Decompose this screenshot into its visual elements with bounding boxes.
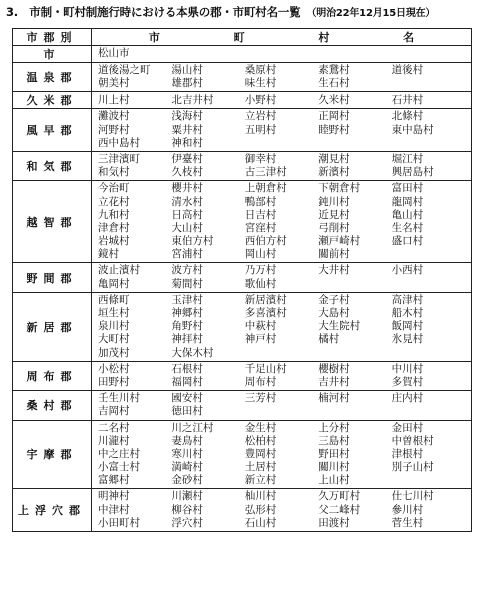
municipality-name: 杣川村 [244,490,277,503]
municipality-name: 湯山村 [171,64,203,76]
municipality-line [98,264,465,277]
municipality-name: 道後湯之町 [98,64,151,76]
municipality-name: 下朝倉村 [318,182,361,195]
municipality-name: 壬生川村 [98,392,140,405]
municipality-line [98,504,465,517]
municipality-name: 土居村 [244,461,277,474]
municipality-name: 玉津村 [171,293,203,306]
municipality-name: 波方村 [171,264,203,277]
municipality-name: 大町村 [98,333,130,346]
municipality-list [92,92,472,109]
municipality-name: 生石村 [318,77,350,90]
municipality-line [98,94,465,107]
municipality-line [98,448,465,461]
municipality-line [98,235,465,248]
municipality-name: 川上村 [98,93,130,106]
district-column-header: 市郡別 [13,29,92,46]
municipality-name: 亀岡村 [98,277,130,290]
table-row [13,292,472,361]
municipality-list [92,46,472,63]
municipality-name: 大島村 [318,307,350,319]
municipality-name: 櫻井村 [171,182,203,195]
municipality-list [92,63,472,92]
district-name: 越智郡 [13,181,92,263]
table-row [13,263,472,292]
municipality-name: 千足山村 [244,362,287,375]
municipality-name: 周布村 [244,375,277,388]
municipality-name: 中之庄村 [98,447,140,460]
table-row [13,420,472,489]
municipality-name: 川瀬村 [171,490,203,503]
municipality-name: 津根村 [391,447,424,460]
municipality-line [98,64,465,77]
municipality-name [392,405,465,418]
municipality-name: 仕七川村 [391,490,434,503]
municipality-name: 満崎村 [171,461,203,474]
municipality-name: 御幸村 [244,152,277,165]
municipality-name: 明神村 [98,490,130,503]
municipality-name: 久万町村 [318,490,361,503]
municipality-list [92,361,472,390]
municipality-name: 粟井村 [171,123,203,136]
municipality-line [98,333,465,346]
municipality-name: 加茂村 [98,346,130,359]
municipality-name: 九和村 [98,208,130,221]
municipality-name: 松山市 [98,47,130,60]
district-name: 温泉郡 [13,63,92,92]
municipality-name: 父二峰村 [318,503,361,516]
municipality-list [92,151,472,180]
table-row [13,46,472,63]
municipality-name: 北條村 [391,110,424,123]
municipality-name: 波止濱村 [98,264,140,277]
municipality-table [12,28,472,532]
municipality-column-header [92,29,472,46]
header-char: 市 [148,31,160,44]
municipality-name: 鈍川村 [318,195,350,208]
municipality-name: 鏡村 [98,248,119,261]
municipality-list [92,263,472,292]
municipality-line [98,124,465,137]
municipality-name: 日高村 [171,208,203,221]
municipality-name: 多賀村 [391,375,424,388]
municipality-name: 菊間村 [171,277,203,290]
municipality-name: 正岡村 [318,110,350,123]
page-title [6,4,435,20]
municipality-name: 野田村 [318,447,350,460]
municipality-line [98,320,465,333]
municipality-name: 小富士村 [98,461,140,474]
municipality-list [92,292,472,361]
municipality-name: 徳田村 [171,405,203,418]
table-row [13,63,472,92]
municipality-line [98,137,465,150]
municipality-name: 吉井村 [318,375,350,388]
municipality-name: 氷見村 [391,333,424,346]
municipality-name: 久枝村 [171,166,203,179]
municipality-name: 盛口村 [391,235,424,248]
municipality-name: 北吉井村 [171,93,214,106]
municipality-name: 岩城村 [98,235,130,248]
municipality-name: 睦野村 [318,123,350,136]
table-body [13,46,472,532]
municipality-name: 寒川村 [171,447,203,460]
table-row [13,92,472,109]
title-date: （明治22年12月15日現在） [306,8,436,19]
table-row [13,361,472,390]
municipality-name: 神拝村 [171,333,203,346]
table-row [13,489,472,532]
municipality-name: 石根村 [171,362,203,375]
municipality-name: 弘形村 [244,503,277,516]
municipality-line [98,110,465,123]
municipality-name: 小野村 [244,93,277,106]
municipality-name: 二名村 [98,421,130,434]
municipality-line [98,196,465,209]
municipality-name: 新立村 [244,474,277,487]
district-name: 野間郡 [13,263,92,292]
municipality-name: 久米村 [318,93,350,106]
municipality-name [318,405,391,418]
municipality-name: 朝美村 [98,77,130,90]
municipality-name [245,405,318,418]
municipality-name: 石山村 [244,516,277,529]
municipality-name: 橘村 [318,333,340,346]
district-name: 市 [13,46,92,63]
municipality-name: 石井村 [391,93,424,106]
municipality-name: 立花村 [98,195,130,208]
municipality-name: 上分村 [318,421,350,434]
municipality-name: 參川村 [391,503,424,516]
table-row [13,391,472,420]
municipality-name: 五明村 [244,123,277,136]
municipality-name: 東伯方村 [171,235,214,248]
municipality-line [98,182,465,195]
municipality-line [98,307,465,320]
district-name: 周布郡 [13,361,92,390]
municipality-line [98,77,465,90]
municipality-name: 西中島村 [98,136,140,149]
municipality-name: 津倉村 [98,221,130,234]
municipality-name: 關前村 [318,248,350,261]
municipality-name: 泉川村 [98,320,130,333]
municipality-name: 大山村 [171,221,203,234]
municipality-list [92,391,472,420]
municipality-name: 妻鳥村 [171,434,203,447]
municipality-name [392,278,465,291]
municipality-line [98,435,465,448]
municipality-name: 松柏村 [244,434,277,447]
municipality-name: 桑原村 [244,64,277,76]
municipality-name: 豊岡村 [244,447,277,460]
municipality-name: 新濱村 [318,166,350,179]
municipality-name: 堀江村 [391,152,424,165]
municipality-line [98,166,465,179]
municipality-name: 吉岡村 [98,405,130,418]
municipality-name: 西伯方村 [244,235,287,248]
municipality-name [245,347,318,360]
municipality-name: 大生院村 [318,320,361,333]
municipality-line [98,294,465,307]
municipality-name: 瀬戸崎村 [318,235,361,248]
district-name: 新居郡 [13,292,92,361]
municipality-name: 田渡村 [318,516,350,529]
municipality-name: 國安村 [171,392,203,405]
municipality-name: 大保木村 [171,346,214,359]
municipality-name: 川瀧村 [98,434,130,447]
municipality-name: 宮窪村 [244,221,277,234]
municipality-name: 浅海村 [171,110,203,123]
municipality-name: 清水村 [171,195,203,208]
municipality-name [392,248,465,261]
municipality-name: 神戸村 [244,333,277,346]
municipality-name: 乃万村 [244,264,277,277]
municipality-line [98,422,465,435]
municipality-name: 菅生村 [391,516,424,529]
municipality-name: 三芳村 [244,392,277,405]
municipality-line [98,392,465,405]
district-name: 風早郡 [13,109,92,152]
municipality-name: 亀山村 [391,208,424,221]
municipality-name: 今治町 [98,182,130,195]
municipality-name: 新居濱村 [244,293,287,306]
municipality-name: 河野村 [98,123,130,136]
header-char: 名 [403,31,415,44]
municipality-name: 興居島村 [391,166,434,179]
municipality-name: 富田村 [391,182,424,195]
municipality-name: 大井村 [318,264,350,277]
municipality-line [98,278,465,291]
municipality-name: 西條町 [98,293,130,306]
municipality-name [245,137,318,150]
municipality-line [98,376,465,389]
municipality-name: 小松村 [98,362,130,375]
municipality-list [92,109,472,152]
district-name: 久米郡 [13,92,92,109]
municipality-name: 上山村 [318,474,350,487]
municipality-list [92,181,472,263]
municipality-name: 鴨部村 [244,195,277,208]
municipality-name: 潮見村 [318,152,350,165]
header-char: 町 [233,31,245,44]
municipality-name [392,137,465,150]
municipality-name: 金生村 [244,421,277,434]
municipality-name: 道後村 [391,64,424,76]
municipality-name: 三島村 [318,434,350,447]
municipality-line [98,363,465,376]
municipality-name: 金砂村 [171,474,203,487]
municipality-name: 中津村 [98,503,130,516]
municipality-name: 味生村 [244,77,277,90]
municipality-name [392,474,465,487]
municipality-name [392,77,465,90]
district-name: 和気郡 [13,151,92,180]
table-row [13,181,472,263]
municipality-name: 古三津村 [244,166,287,179]
municipality-name: 川之江村 [171,421,214,434]
municipality-name: 小田町村 [98,516,140,529]
municipality-name: 浮穴村 [171,516,203,529]
municipality-name: 近見村 [318,208,350,221]
municipality-name: 神郷村 [171,307,203,319]
municipality-name: 宮浦村 [171,248,203,261]
municipality-line [98,209,465,222]
municipality-name: 龍岡村 [391,195,424,208]
header-char: 村 [318,31,330,44]
municipality-name: 別子山村 [391,461,434,474]
municipality-line [98,347,465,360]
municipality-line [98,517,465,530]
municipality-name: 日吉村 [244,208,277,221]
municipality-line [98,461,465,474]
municipality-name: 東中島村 [391,123,434,136]
municipality-name: 弓削村 [318,221,350,234]
municipality-name: 灘波村 [98,110,130,123]
municipality-list [92,489,472,532]
municipality-name: 伊臺村 [171,152,203,165]
municipality-line [98,405,465,418]
municipality-name: 關川村 [318,461,350,474]
municipality-name: 船木村 [391,307,424,319]
municipality-name [318,347,391,360]
municipality-name: 高津村 [391,293,424,306]
municipality-name: 柳谷村 [171,503,203,516]
municipality-name: 歌仙村 [244,277,277,290]
municipality-name: 神和村 [171,136,203,149]
municipality-name [318,137,391,150]
municipality-name: 上朝倉村 [244,182,287,195]
municipality-name: 中川村 [391,362,424,375]
municipality-name: 庄内村 [391,392,424,405]
municipality-list [92,420,472,489]
municipality-line [98,153,465,166]
municipality-name: 三津濱町 [98,152,140,165]
municipality-name: 田野村 [98,375,130,388]
district-name: 上浮穴郡 [13,489,92,532]
municipality-line [98,47,465,60]
municipality-name: 岡山村 [244,248,277,261]
municipality-name: 飯岡村 [391,320,424,333]
municipality-line [98,248,465,261]
municipality-name: 櫻樹村 [318,362,350,375]
municipality-name: 金田村 [391,421,424,434]
municipality-name: 中萩村 [244,320,277,333]
table-header-row [13,29,472,46]
municipality-line [98,222,465,235]
municipality-line [98,490,465,503]
title-text: 3. 市制・町村制施行時における本県の郡・市町村名一覧 [6,5,301,19]
table-row [13,151,472,180]
municipality-name: 小西村 [391,264,424,277]
municipality-name [392,347,465,360]
municipality-name [318,278,391,291]
municipality-name: 立岩村 [244,110,277,123]
municipality-name: 金子村 [318,293,350,306]
table-row [13,109,472,152]
district-name: 宇摩郡 [13,420,92,489]
municipality-name: 福岡村 [171,375,203,388]
municipality-name: 角野村 [171,320,203,333]
municipality-name: 多喜濱村 [244,307,287,319]
municipality-name: 和気村 [98,166,130,179]
municipality-name: 富郷村 [98,474,130,487]
municipality-name: 雄郡村 [171,77,203,90]
district-name: 桑村郡 [13,391,92,420]
municipality-name: 中曽根村 [391,434,434,447]
municipality-name: 生名村 [391,221,424,234]
municipality-name: 楠河村 [318,392,350,405]
municipality-name: 素鵞村 [318,64,350,76]
municipality-line [98,474,465,487]
municipality-name: 垣生村 [98,307,130,319]
